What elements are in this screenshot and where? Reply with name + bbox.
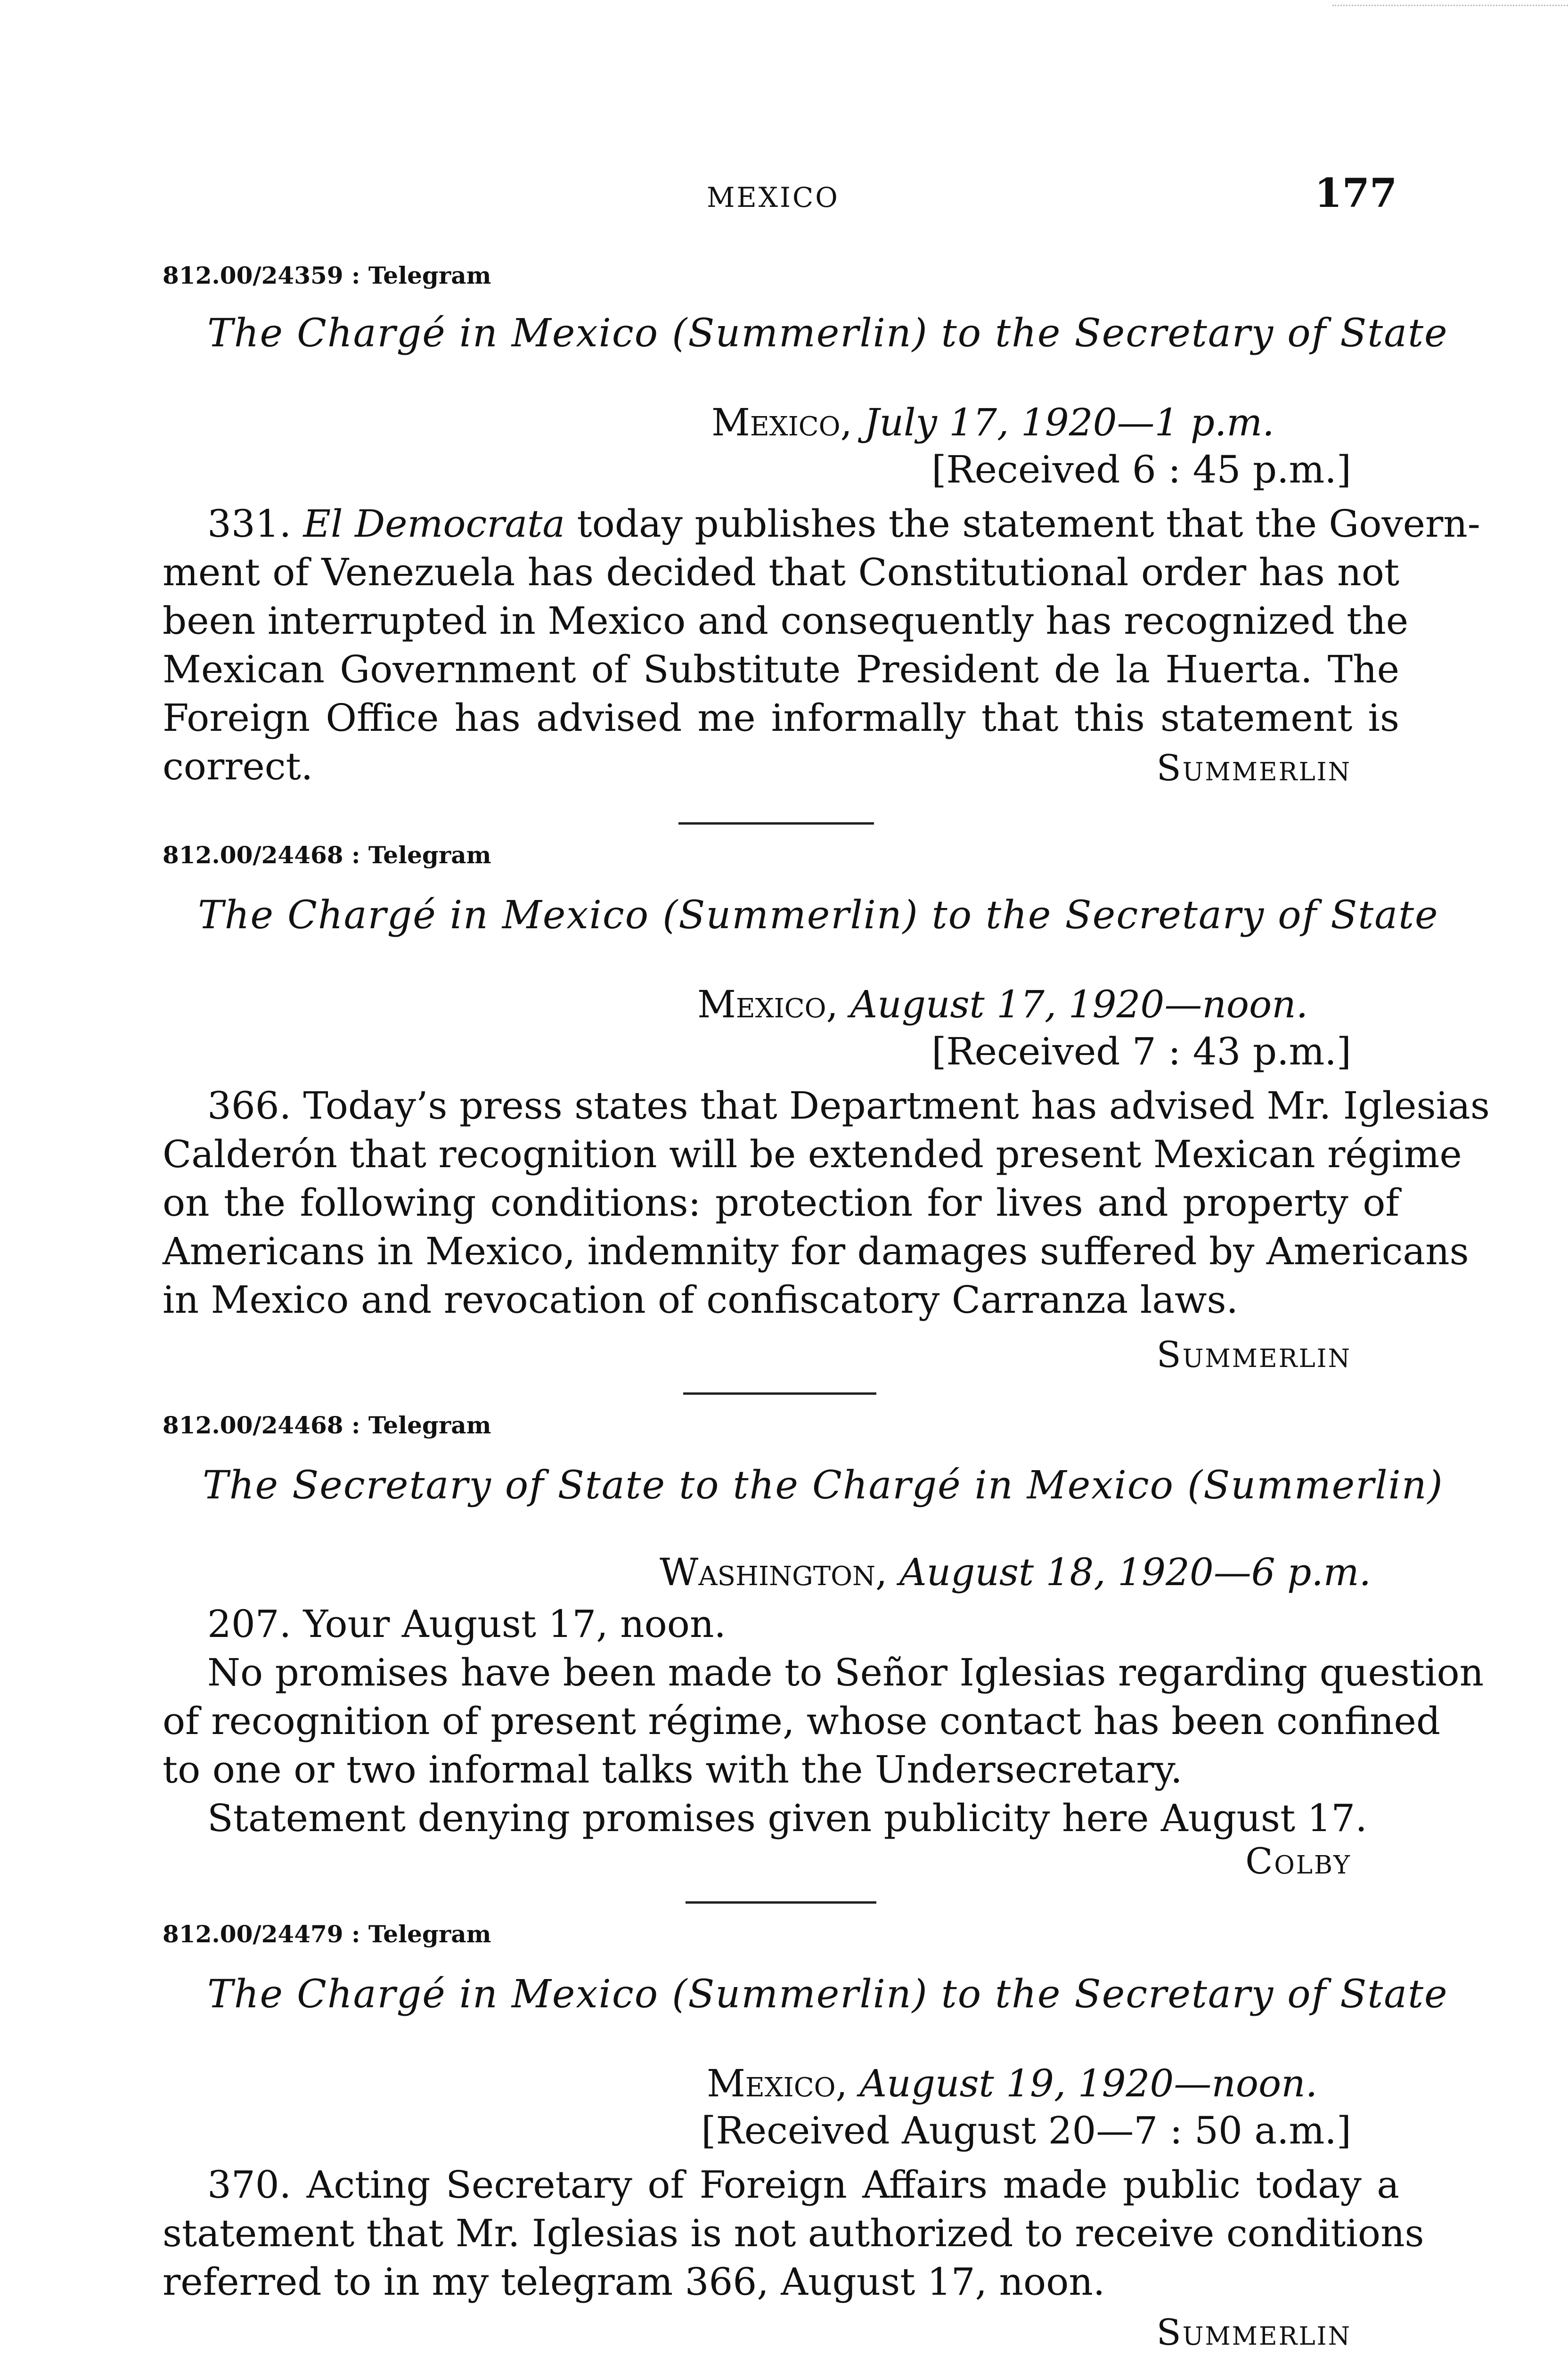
scan-edge-mark [1332,5,1568,6]
body-line: Foreign Office has advised me informally that this statement is [163,696,1399,740]
dateline [697,982,1308,1026]
body-line: Calderón that recognition will be extended present Mexican régime [163,1132,1462,1176]
received-note: [Received 6 : 45 p.m.] [931,448,1351,491]
document-heading: The Chargé in Mexico (Summerlin) to the Secretary of State [207,1972,1448,2017]
separator-rule [678,822,874,825]
message-number: 331. [207,502,292,546]
running-head: MEXICO [707,181,840,213]
body-line: 370. Acting Secretary of Foreign Affairs made public today a [207,2163,1399,2207]
body-line: in Mexico and revocation of confiscatory Carranza laws. [163,1278,1238,1322]
dateline-place: Mexico, [697,982,838,1026]
dateline [707,2062,1317,2105]
dateline-date: July 17, 1920—1 p.m. [864,401,1274,444]
file-reference: 812.00/24468 : Telegram [163,841,491,869]
body-line: ment of Venezuela has decided that Constitutional order has not [163,550,1399,594]
file-reference: 812.00/24359 : Telegram [163,262,491,289]
body-line: 366. Today’s press states that Department has advised Mr. Iglesias [207,1084,1490,1128]
separator-rule [683,1392,876,1395]
dateline [660,1550,1371,1594]
body-line: of recognition of present régime, whose contact has been confined [163,1699,1441,1743]
body-line: Statement denying promises given publicity here August 17. [207,1796,1367,1840]
body-line: on the following conditions: protection for lives and property of [163,1181,1399,1225]
body-text: today publishes the statement that the Govern- [577,502,1480,546]
file-reference: 812.00/24479 : Telegram [163,1920,491,1948]
body-line: Mexican Government of Substitute President de la Huerta. The [163,647,1399,691]
body-line: 207. Your August 17, noon. [207,1602,726,1646]
signature: Summerlin [1156,2311,1351,2353]
page-number: 177 [1315,170,1397,216]
separator-rule [686,1901,876,1904]
body-line: to one or two informal talks with the Undersecretary. [163,1748,1183,1792]
document-heading: The Chargé in Mexico (Summerlin) to the Secretary of State [207,311,1448,356]
body-line: referred to in my telegram 366, August 17, noon. [163,2260,1105,2304]
dateline-date: August 19, 1920—noon. [859,2062,1318,2105]
body-line [163,499,1480,548]
document-heading: The Secretary of State to the Chargé in Mexico (Summerlin) [203,1463,1444,1508]
signature: Summerlin [1156,1333,1351,1375]
body-line: correct. [163,744,313,788]
dateline-place: Mexico, [707,2062,848,2105]
file-reference: 812.00/24468 : Telegram [163,1411,491,1439]
dateline-date: August 18, 1920—6 p.m. [899,1550,1372,1594]
dateline [711,401,1274,444]
document-heading: The Chargé in Mexico (Summerlin) to the Secretary of State [198,893,1439,938]
newspaper-name: El Democrata [303,502,565,546]
signature: Summerlin [1156,747,1351,789]
body-line: statement that Mr. Iglesias is not authorized to receive conditions [163,2211,1424,2255]
body-line: No promises have been made to Señor Iglesias regarding question [207,1651,1484,1694]
body-line: Americans in Mexico, indemnity for damages suffered by Americans [163,1229,1469,1273]
received-note: [Received August 20—7 : 50 a.m.] [701,2109,1351,2152]
dateline-place: Mexico, [711,401,852,444]
signature: Colby [1245,1840,1351,1882]
received-note: [Received 7 : 43 p.m.] [931,1030,1351,1073]
body-line: been interrupted in Mexico and consequently has recognized the [163,599,1409,643]
dateline-place: Washington, [660,1550,888,1594]
dateline-date: August 17, 1920—noon. [850,982,1308,1026]
